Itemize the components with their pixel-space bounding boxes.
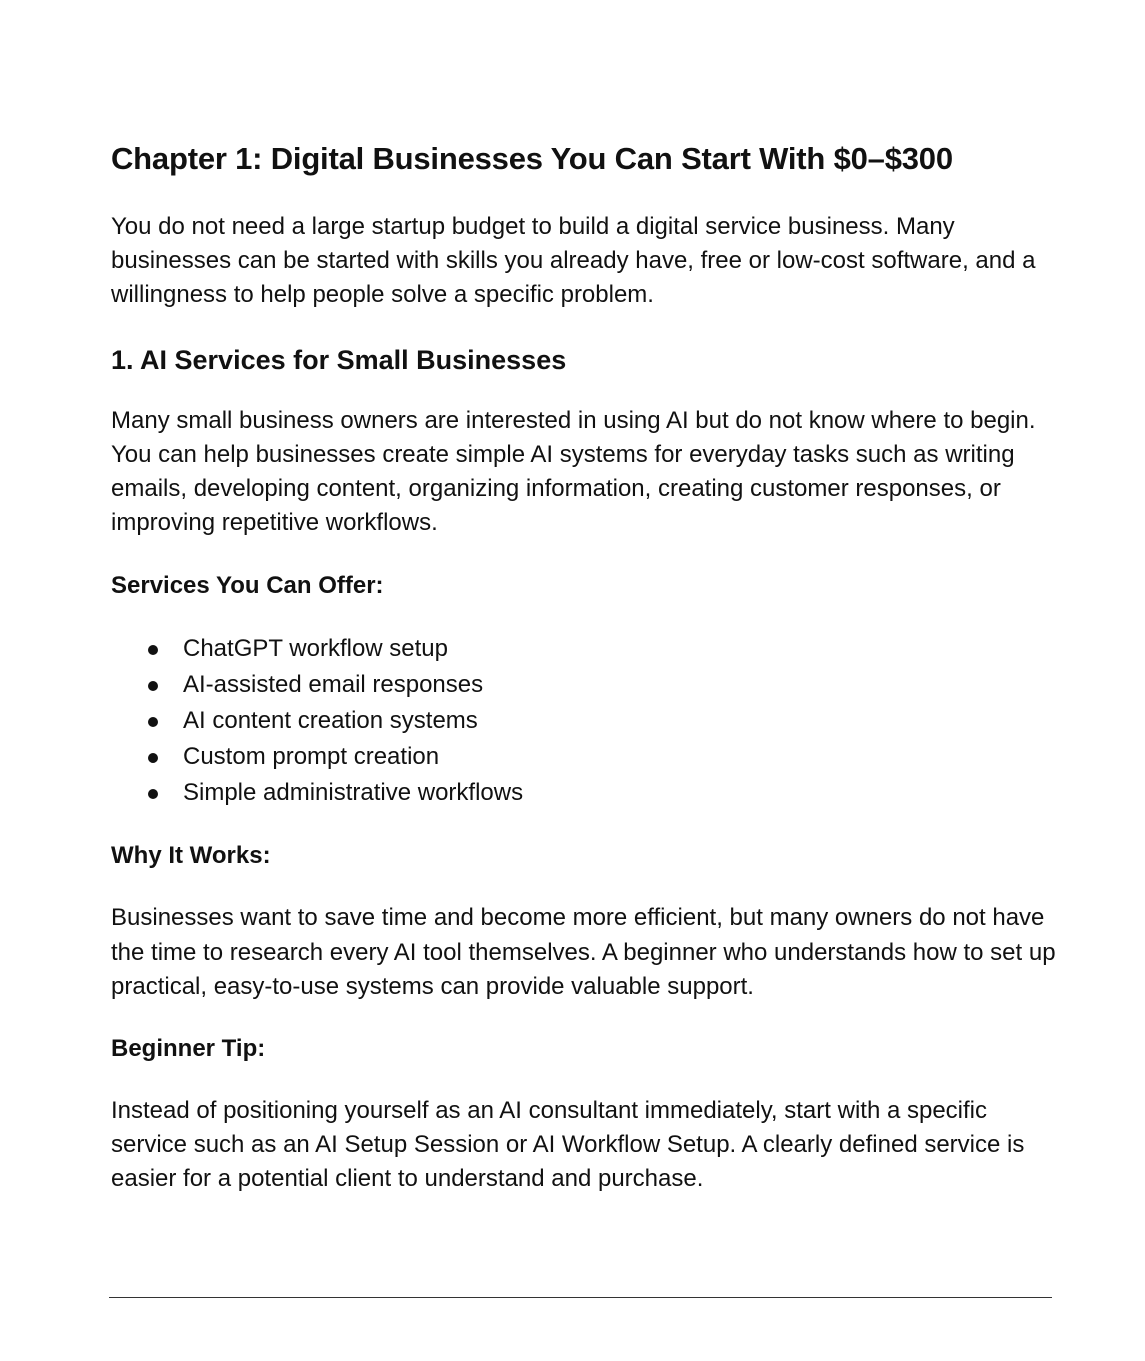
list-item [111, 703, 1056, 739]
page-content [111, 138, 1056, 1197]
list-item [111, 739, 1056, 775]
bullet-icon [148, 645, 158, 655]
list-item-text: AI content creation systems [183, 707, 478, 735]
section-heading: 1. AI Services for Small Businesses [111, 344, 567, 375]
list-item-text: Custom prompt creation [183, 743, 440, 771]
list-item [111, 667, 1056, 703]
why-heading: Why It Works: [111, 842, 271, 870]
bullet-icon [148, 681, 158, 691]
list-item [111, 775, 1056, 811]
footer-divider [109, 1297, 1052, 1298]
list-item-text: AI-assisted email responses [183, 671, 484, 699]
bullet-icon [148, 753, 158, 763]
services-heading: Services You Can Offer: [111, 572, 384, 600]
list-item-text: ChatGPT workflow setup [183, 635, 448, 663]
why-paragraph: Businesses want to save time and become more efficient, but many owners do not have the time to research every AI tool themselves. A beginner who understands how to set up practical, easy-to-use systems can provide valuable support. [111, 904, 1056, 1000]
tip-heading: Beginner Tip: [111, 1035, 266, 1063]
services-list [111, 631, 1056, 811]
chapter-title: Chapter 1: Digital Businesses You Can Start With $0–$300 [111, 141, 953, 176]
chapter-intro-paragraph: You do not need a large startup budget to build a digital service business. Many businesses can be started with skills you already have, free or low-cost software, and a willingness to help people solve a specific problem. [111, 213, 1036, 309]
section-paragraph: Many small business owners are interested in using AI but do not know where to begin. You can help businesses create simple AI systems for everyday tasks such as writing emails, developing content, organizing information, creating customer responses, or improving repetitive workflows. [111, 406, 1036, 537]
bullet-icon [148, 717, 158, 727]
list-item [111, 631, 1056, 667]
tip-paragraph: Instead of positioning yourself as an AI consultant immediately, start with a specific service such as an AI Setup Session or AI Workflow Setup. A clearly defined service is easier for a potential client to understand and purchase. [111, 1097, 1025, 1193]
list-item-text: Simple administrative workflows [183, 779, 524, 807]
bullet-icon [148, 789, 158, 799]
